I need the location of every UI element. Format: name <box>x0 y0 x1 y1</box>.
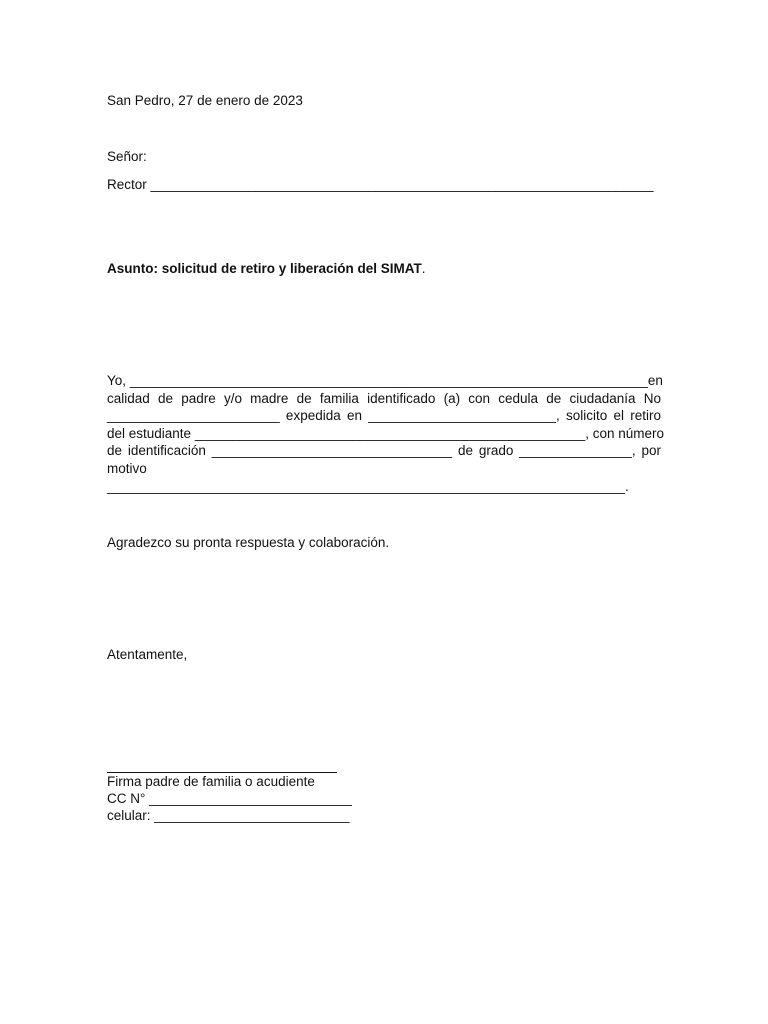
subject-end: . <box>421 261 426 276</box>
closing-text: Atentamente, <box>107 647 188 662</box>
body-line: motivo <box>107 460 147 476</box>
salutation: Señor: <box>107 149 147 164</box>
body-paragraph <box>107 372 665 495</box>
body-line: de identificación ________________________________ de grado _______________, por <box>107 443 661 459</box>
body-line: _______________________ expedida en _________________________, solicito el retiro <box>107 408 661 424</box>
subject-label: Asunto: solicitud de retiro y liberación del SIMAT <box>107 261 422 276</box>
phone-line: celular: __________________________ <box>107 808 350 823</box>
signature-label: Firma padre de familia o acudiente <box>107 774 315 789</box>
body-line: del estudiante ____________________________________________________, con número <box>107 425 665 441</box>
body-line: Yo, _____________________________________________________________________en <box>107 373 663 388</box>
body-line: _____________________________________________________________________. <box>107 478 629 494</box>
place-date: San Pedro, 27 de enero de 2023 <box>107 93 303 108</box>
subject <box>107 260 426 277</box>
body-line: calidad de padre y/o madre de familia identificado (a) con cedula de ciudadanía No <box>107 390 661 406</box>
recipient-line: Rector ___________________________________________________________________ <box>107 177 654 192</box>
cc-line: CC N° ___________________________ <box>107 791 352 806</box>
thanks-text: Agradezco su pronta respuesta y colaboración. <box>107 535 390 550</box>
